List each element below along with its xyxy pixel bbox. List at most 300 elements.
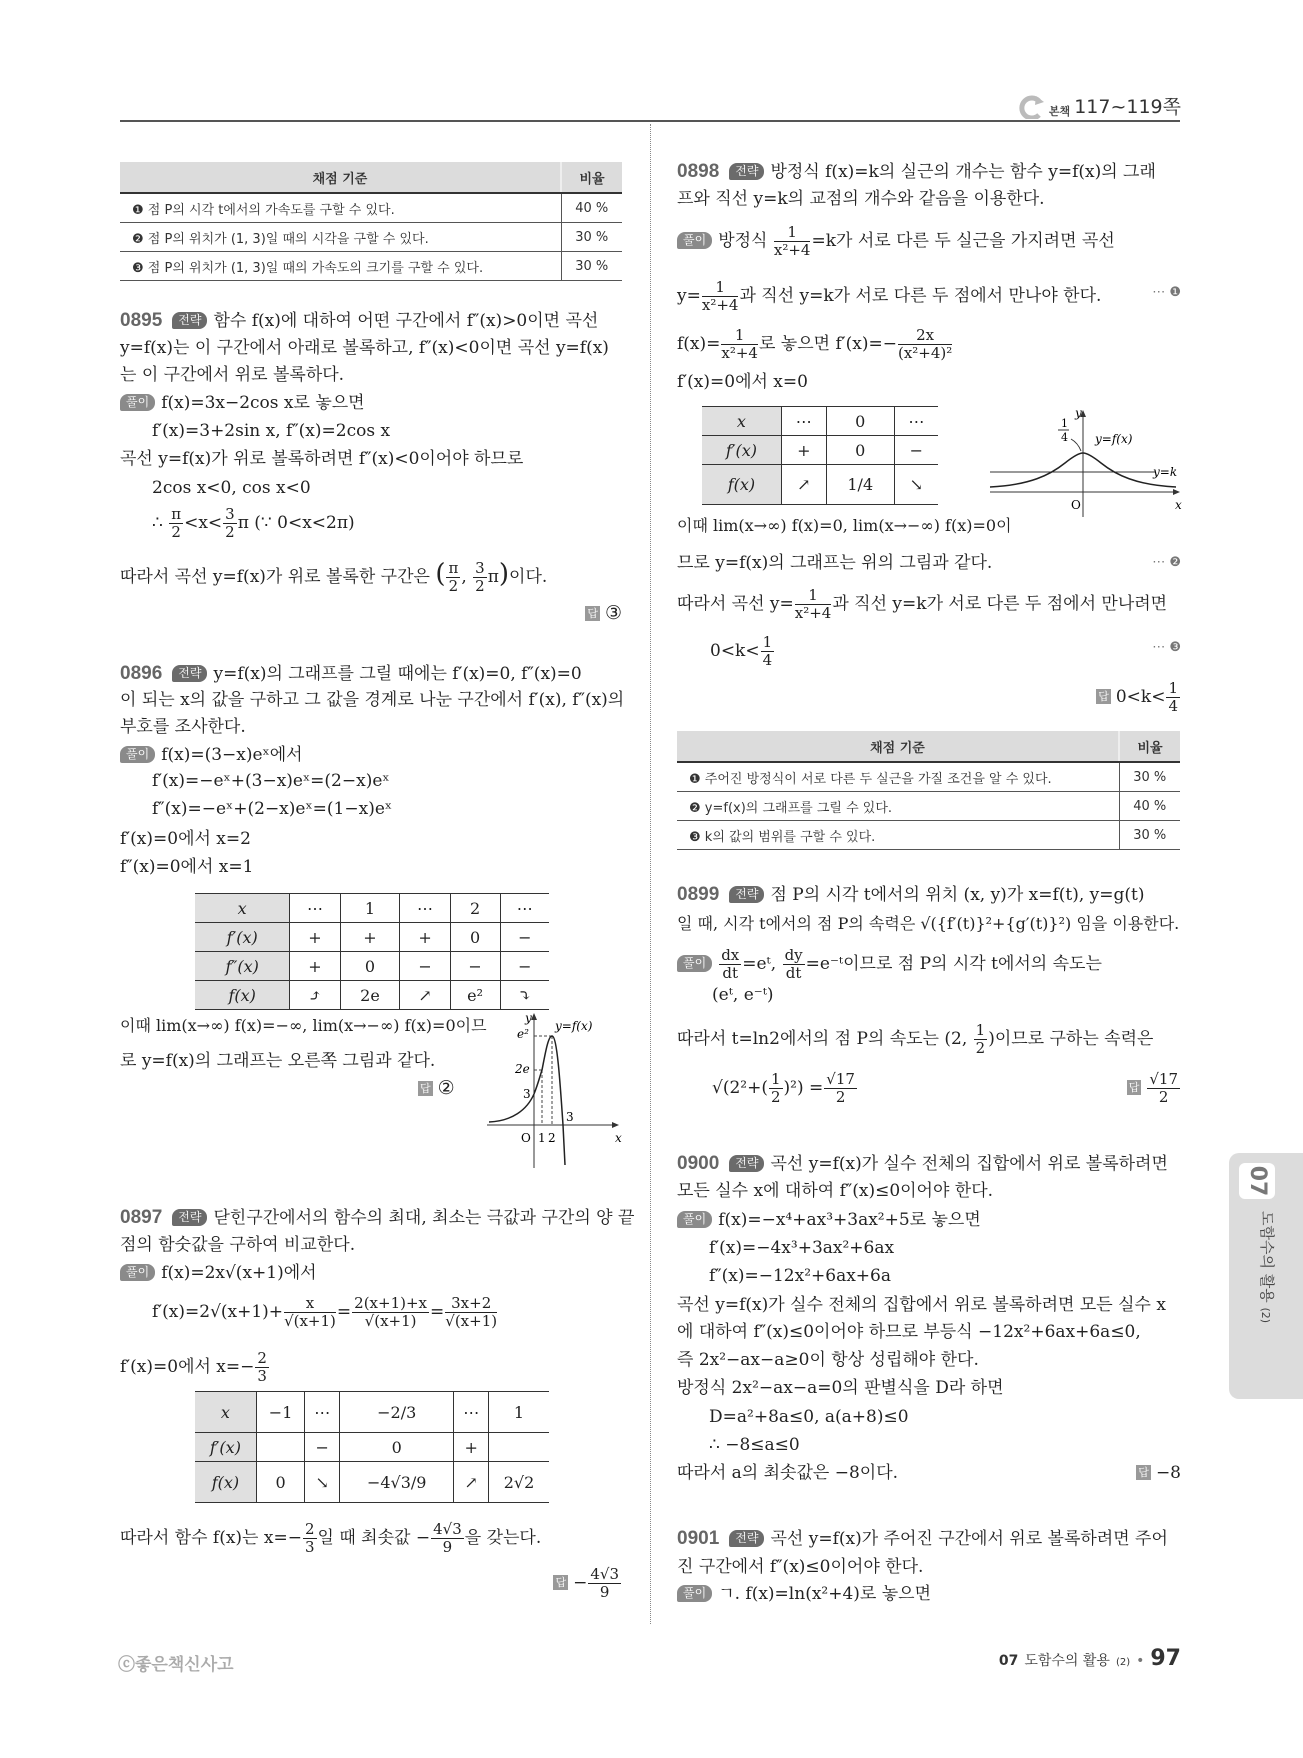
step-marker: ❸	[132, 260, 144, 276]
answer-badge: 답	[587, 607, 598, 620]
math-text: )이므로 구하는 속력은	[988, 1029, 1154, 1049]
math-text: f′(x)=2√(x+1)+	[152, 1302, 284, 1322]
table-cell: 2	[450, 894, 500, 923]
denominator: x²+4	[794, 604, 832, 622]
solution-line	[710, 634, 775, 669]
table-cell: ⋯	[894, 407, 938, 436]
math-text: 따라서 함수 f(x)는 x=−	[120, 1528, 302, 1548]
solution-line	[677, 947, 1102, 982]
numerator: x	[284, 1295, 336, 1313]
table-cell: −1	[256, 1392, 305, 1433]
strategy-text: 일 때, 시각 t에서의 점 P의 속력은 √({f′(t)}²+{g′(t)}²) 임을 이용한다.	[677, 914, 1180, 933]
curve-label: y=f(x)	[555, 1019, 593, 1033]
origin-label: O	[521, 1131, 531, 1145]
answer	[585, 599, 622, 628]
page-header	[1019, 92, 1181, 119]
numerator: 3x+2	[445, 1295, 497, 1313]
column-divider	[650, 124, 651, 1624]
strategy-badge: 전략	[729, 1155, 764, 1172]
denominator: 2	[448, 577, 459, 595]
numerator: 2	[257, 1349, 267, 1367]
denominator: 2	[225, 523, 235, 541]
increase-decrease-table	[195, 1391, 549, 1503]
strategy-text: 부호를 조사한다.	[120, 717, 246, 737]
table-cell: 0	[450, 923, 500, 952]
table-cell: 2e	[340, 981, 400, 1010]
fraction	[719, 947, 741, 982]
arrow-back-icon	[1019, 95, 1045, 119]
fraction	[761, 634, 775, 669]
numerator: 1	[702, 279, 739, 297]
solution-line: 곡선 y=f(x)가 실수 전체의 집합에서 위로 볼록하려면 모든 실수 x	[677, 1295, 1166, 1315]
problem-0899-strategy	[677, 881, 1145, 909]
table-cell: +	[290, 923, 340, 952]
y-tick-label: 3	[523, 1087, 531, 1101]
math-text: 0<k<	[710, 641, 760, 661]
table-row	[677, 821, 1180, 850]
solution-line: D=a²+8a≤0, a(a+8)≤0	[709, 1407, 909, 1427]
solution-badge: 풀이	[677, 1585, 712, 1602]
line-label: y=k	[1153, 465, 1178, 479]
numerator: 2	[304, 1520, 315, 1538]
solution-line: 곡선 y=f(x)가 위로 볼록하려면 f″(x)<0이어야 하므로	[120, 449, 524, 469]
table-cell: x	[702, 407, 781, 436]
solution-badge: 풀이	[120, 746, 155, 763]
table-cell: f(x)	[702, 465, 781, 505]
criteria-text: 주어진 방정식이 서로 다른 두 실근을 가질 조건을 알 수 있다.	[704, 771, 1052, 787]
step-marker-3: ⋯ ❸	[1152, 640, 1181, 655]
table-cell: +	[400, 923, 450, 952]
numerator: dy	[784, 946, 803, 964]
numerator: π	[171, 505, 182, 523]
table-cell: 0	[826, 407, 894, 436]
pointer-arrow-icon	[1071, 439, 1081, 451]
numerator: 1	[770, 1070, 781, 1088]
table-cell: f′(x)	[195, 1433, 256, 1462]
solution-line	[152, 1295, 498, 1330]
table-cell: 1/4	[826, 465, 894, 505]
table-cell: 0	[340, 952, 400, 981]
reference-label: 본책	[1048, 105, 1071, 118]
fraction	[702, 279, 739, 314]
peak-numerator: 1	[1061, 417, 1068, 430]
table-cell: 0	[826, 436, 894, 465]
answer-value: ③	[604, 602, 622, 624]
solution-line: 이때 lim(x→∞) f(x)=0, lim(x→−∞) f(x)=0이	[677, 516, 1012, 535]
problem-number: 0897	[120, 1207, 163, 1228]
denominator: 4	[1168, 697, 1178, 715]
table-row	[677, 792, 1180, 821]
guide-lines	[534, 1036, 552, 1125]
answer	[1096, 680, 1181, 715]
numerator: 2(x+1)+x	[354, 1294, 428, 1312]
solution-badge: 풀이	[677, 955, 712, 972]
solution-line	[677, 279, 1101, 314]
curve-label: y=f(x)	[1095, 432, 1133, 446]
strategy-text: 곡선 y=f(x)가 실수 전체의 집합에서 위로 볼록하려면	[770, 1154, 1168, 1174]
table-cell	[489, 1433, 549, 1462]
table-cell: ↗	[400, 981, 450, 1010]
math-text: 따라서 곡선 y=	[677, 594, 794, 614]
strategy-text: 이 되는 x의 값을 구하고 그 값을 경계로 나눈 구간에서 f′(x), f″(x)의	[120, 690, 625, 710]
numerator: 3	[225, 505, 235, 523]
math-text: )²) =	[783, 1078, 824, 1098]
solution-line: f′(x)=3+2sin x, f″(x)=2cos x	[152, 421, 391, 441]
ratio-value: 30 %	[561, 223, 622, 252]
table-cell: −	[894, 436, 938, 465]
chapter-title	[1257, 1211, 1278, 1323]
strategy-text: 점의 함숫값을 구하여 비교한다.	[120, 1235, 356, 1255]
y-axis-label: y	[525, 1011, 532, 1025]
denominator: √(x+1)	[364, 1312, 417, 1330]
answer	[553, 1566, 622, 1601]
ratio-header: 비율	[1119, 731, 1180, 762]
strategy-badge: 전략	[172, 312, 207, 329]
strategy-text: y=f(x)는 이 구간에서 아래로 볼록하고, f″(x)<0이면 곡선 y=f(x)	[120, 338, 609, 358]
denominator: 2	[171, 523, 181, 541]
solution-badge: 풀이	[120, 1264, 155, 1281]
numerator: 1	[774, 224, 811, 242]
solution-line	[120, 1521, 541, 1556]
denominator: 3	[304, 1538, 315, 1556]
problem-number: 0898	[677, 161, 720, 182]
fraction	[588, 1566, 621, 1601]
solution-line	[120, 1259, 317, 1287]
numerator: 1	[975, 1021, 986, 1039]
step-marker-1: ⋯ ❶	[1152, 285, 1181, 300]
fraction	[774, 224, 811, 259]
math-text: 로 놓으면 f′(x)=−	[758, 334, 897, 354]
table-cell: −4√3/9	[340, 1462, 454, 1503]
strategy-text: 곡선 y=f(x)가 주어진 구간에서 위로 볼록하려면 주어	[770, 1529, 1168, 1549]
answer	[1136, 1459, 1181, 1487]
math-text: <x<	[184, 513, 223, 533]
problem-number: 0896	[120, 663, 163, 684]
table-cell: ↗	[781, 465, 826, 505]
math-text: f(x)=	[677, 334, 721, 354]
problem-number: 0901	[677, 1528, 720, 1549]
fraction	[721, 327, 758, 362]
x-tick-label: 2	[548, 1131, 556, 1145]
table-row	[120, 252, 622, 281]
chapter-side-tab[interactable]	[1229, 1153, 1303, 1399]
math-text: 방정식	[718, 231, 768, 251]
table-cell: 0	[340, 1433, 454, 1462]
math-text: 과 직선 y=k가 서로 다른 두 점에서 만나야 한다.	[739, 286, 1102, 306]
denominator: 2	[475, 577, 485, 595]
peak-denominator: 4	[1061, 431, 1068, 444]
strategy-text: 프와 직선 y=k의 교점의 개수와 같음을 이용한다.	[677, 189, 1045, 209]
denominator: 2	[835, 1088, 846, 1106]
math-text: √(2²+(	[712, 1078, 768, 1098]
math-text: =	[336, 1302, 352, 1322]
math-text: π (∵ 0<x<2π)	[237, 513, 355, 533]
numerator: 4√3	[433, 1520, 462, 1538]
strategy-text: y=f(x)의 그래프를 그릴 때에는 f′(x)=0, f″(x)=0	[213, 664, 582, 684]
denominator: 4	[762, 651, 773, 669]
problem-0897-strategy	[120, 1204, 634, 1232]
problem-0895-strategy	[120, 307, 598, 335]
footer-title: 도함수의 활용	[1024, 1653, 1110, 1669]
answer-value: −8	[1155, 1463, 1181, 1483]
table-cell: −	[305, 1433, 340, 1462]
fraction	[974, 1022, 988, 1057]
solution-line	[677, 327, 953, 362]
solution-line	[152, 506, 355, 541]
denominator: 2	[770, 1088, 781, 1106]
scoring-table-2	[677, 731, 1180, 850]
strategy-text: 방정식 f(x)=k의 실근의 개수는 함수 y=f(x)의 그래	[770, 162, 1156, 182]
scoring-table-1	[120, 162, 622, 281]
fraction	[795, 587, 832, 622]
strategy-text: 함수 f(x)에 대하여 어떤 구간에서 f″(x)>0이면 곡선	[213, 311, 599, 331]
solution-badge: 풀이	[120, 394, 155, 411]
denominator: 2	[975, 1039, 986, 1057]
table-cell: ↘	[894, 465, 938, 505]
denominator: √(x+1)	[284, 1312, 336, 1330]
numerator: dx	[721, 946, 740, 964]
denominator: 3	[257, 1367, 267, 1385]
y-axis-label: y	[1075, 406, 1082, 420]
table-cell: +	[290, 952, 340, 981]
step-marker: ❶	[689, 771, 701, 787]
problem-0901-strategy	[677, 1525, 1168, 1553]
table-cell: f′(x)	[195, 923, 290, 952]
fraction	[445, 1295, 497, 1330]
ratio-value: 30 %	[1119, 762, 1180, 792]
solution-line: f′(x)=0에서 x=2	[120, 829, 251, 849]
solution-line: 따라서 a의 최솟값은 −8이다.	[677, 1463, 899, 1483]
answer	[1127, 1071, 1181, 1106]
solution-line: ∴ −8≤a≤0	[709, 1435, 800, 1455]
denominator: dt	[722, 964, 739, 982]
denominator: x²+4	[701, 296, 739, 314]
answer-badge: 답	[420, 1082, 431, 1095]
fraction	[824, 1071, 857, 1106]
criteria-text: 점 P의 시각 t에서의 가속도를 구할 수 있다.	[147, 202, 395, 218]
strategy-text: 닫힌구간에서의 함수의 최대, 최소는 극값과 구간의 양 끝	[213, 1208, 635, 1228]
math-text: =k가 서로 다른 두 실근을 가지려면 곡선	[811, 231, 1115, 251]
solution-line: 즉 2x²−ax−a≥0이 항상 성립해야 한다.	[677, 1350, 979, 1370]
numerator: √17	[1149, 1070, 1178, 1088]
fraction	[431, 1521, 464, 1556]
criteria-text: y=f(x)의 그래프를 그릴 수 있다.	[704, 800, 893, 816]
strategy-text: 점 P의 시각 t에서의 위치 (x, y)가 x=f(t), y=g(t)	[770, 885, 1145, 905]
ratio-value: 30 %	[561, 252, 622, 281]
problem-0896-strategy	[120, 660, 582, 688]
table-cell	[256, 1433, 305, 1462]
x-axis-label: x	[1175, 498, 1182, 512]
footer-chapter: 07	[998, 1653, 1019, 1669]
problem-0898-strategy	[677, 158, 1156, 186]
math-text: 일 때 최솟값 −	[317, 1528, 431, 1548]
answer-badge: 답	[555, 1576, 567, 1589]
y-axis-arrow-icon	[531, 1013, 537, 1020]
solution-line	[677, 1580, 931, 1608]
math-text: f(x)=3x−2cos x로 놓으면	[161, 393, 365, 413]
solution-line: f′(x)=0에서 x=0	[677, 372, 808, 392]
strategy-text: 모든 실수 x에 대하여 f″(x)≤0이어야 한다.	[677, 1181, 994, 1201]
fraction	[1147, 1071, 1180, 1106]
problem-number: 0895	[120, 310, 163, 331]
math-text: 과 직선 y=k가 서로 다른 두 점에서 만나려면	[832, 594, 1168, 614]
solution-line	[677, 1022, 1153, 1057]
math-text: =	[430, 1302, 445, 1322]
x-axis-arrow-icon	[612, 1122, 619, 1128]
fraction	[898, 327, 952, 362]
math-text: f(x)=−x⁴+ax³+3ax²+5로 놓으면	[718, 1210, 981, 1230]
denominator: x²+4	[773, 241, 811, 259]
table-cell: ↘	[305, 1462, 340, 1503]
table-cell: 2√2	[489, 1462, 549, 1503]
solution-line: f′(x)=−4x³+3ax²+6ax	[709, 1238, 895, 1258]
answer-badge: 답	[1128, 1081, 1140, 1094]
table-cell: ↗	[454, 1462, 489, 1503]
step-marker: ❸	[689, 829, 701, 845]
table-cell: +	[340, 923, 400, 952]
table-cell: ⋯	[305, 1392, 340, 1433]
answer-value: −	[573, 1573, 588, 1593]
solution-line: 2cos x<0, cos x<0	[152, 478, 311, 498]
therefore-symbol: ∴	[152, 513, 163, 533]
fraction	[783, 947, 805, 982]
problem-number: 0899	[677, 884, 720, 905]
origin-label: O	[1071, 498, 1081, 512]
solution-line: 이때 lim(x→∞) f(x)=−∞, lim(x→−∞) f(x)=0이므	[120, 1016, 487, 1035]
solution-line	[677, 1206, 981, 1234]
math-text: =eᵗ,	[742, 954, 777, 974]
solution-line	[120, 741, 303, 769]
solution-line	[677, 224, 1115, 259]
answer-value: ②	[437, 1077, 455, 1099]
numerator: 2x	[898, 327, 952, 345]
table-cell: f″(x)	[195, 952, 290, 981]
numerator: 1	[795, 587, 832, 605]
table-cell: −	[500, 952, 549, 981]
page-number: 97	[1150, 1646, 1181, 1671]
fraction	[769, 1071, 783, 1106]
chapter-number: 07	[1239, 1163, 1275, 1199]
x-tick-label: 3	[566, 1110, 574, 1124]
math-text: =e⁻ᵗ이므로 점 P의 시각 t에서의 속도는	[805, 954, 1102, 974]
solution-badge: 풀이	[677, 232, 712, 249]
fraction	[1166, 680, 1180, 715]
math-text: y=	[677, 286, 701, 306]
page-footer	[999, 1646, 1181, 1671]
step-marker: ❷	[689, 800, 701, 816]
ratio-value: 40 %	[1119, 792, 1180, 821]
increase-decrease-table	[195, 893, 549, 1010]
solution-line: f″(x)=−eˣ+(2−x)eˣ=(1−x)eˣ	[152, 799, 393, 819]
footer-bullet: •	[1136, 1653, 1145, 1669]
table-row	[677, 762, 1180, 792]
chapter-subtitle: (2)	[1259, 1307, 1272, 1324]
ratio-header: 비율	[561, 162, 622, 193]
step-marker: ❷	[132, 231, 144, 247]
table-row	[120, 193, 622, 223]
table-cell: f(x)	[195, 981, 290, 1010]
graph-0898	[985, 405, 1185, 520]
fraction	[446, 560, 460, 595]
solution-line	[712, 1071, 858, 1106]
denominator: dt	[785, 964, 802, 982]
denominator: x²+4	[721, 344, 758, 362]
table-cell: f(x)	[195, 1462, 256, 1503]
y-tick-label: 2e	[515, 1062, 530, 1076]
header-rule	[120, 120, 1180, 122]
math-text: f′(x)=0에서 x=−	[120, 1357, 255, 1377]
solution-badge: 풀이	[677, 1211, 712, 1228]
math-text: 따라서 곡선 y=f(x)가 위로 볼록한 구간은	[120, 567, 430, 587]
solution-line: 므로 y=f(x)의 그래프는 위의 그림과 같다.	[677, 553, 993, 573]
x-tick-label: 1	[538, 1131, 546, 1145]
criteria-header: 채점 기준	[677, 731, 1119, 762]
table-cell: −	[400, 952, 450, 981]
x-axis-arrow-icon	[1173, 489, 1180, 495]
strategy-badge: 전략	[729, 1530, 764, 1547]
criteria-text: 점 P의 위치가 (1, 3)일 때의 시각을 구할 수 있다.	[147, 231, 429, 247]
chapter-title-text: 도함수의 활용	[1258, 1211, 1276, 1303]
numerator: 1	[721, 327, 758, 345]
numerator: π	[448, 559, 459, 577]
numerator: 1	[1168, 679, 1178, 697]
table-cell: f′(x)	[702, 436, 781, 465]
fraction	[284, 1295, 336, 1330]
graph-0896	[487, 1010, 627, 1170]
solution-line: f″(x)=0에서 x=1	[120, 857, 254, 877]
table-cell: 1	[489, 1392, 549, 1433]
math-text: 따라서 t=ln2에서의 점 P의 속도는 (2,	[677, 1029, 968, 1049]
criteria-text: 점 P의 위치가 (1, 3)일 때의 가속도의 크기를 구할 수 있다.	[147, 260, 484, 276]
footer-subtitle: (2)	[1115, 1657, 1131, 1668]
solution-line	[120, 389, 365, 417]
solution-line	[677, 587, 1167, 622]
ratio-value: 40 %	[561, 193, 622, 223]
strategy-badge: 전략	[729, 163, 764, 180]
table-cell: +	[454, 1433, 489, 1462]
fraction	[473, 560, 487, 595]
answer-badge: 답	[1098, 690, 1109, 703]
math-text: f(x)=2x√(x+1)에서	[161, 1263, 317, 1283]
table-cell: ⋯	[454, 1392, 489, 1433]
solution-line: f″(x)=−12x²+6ax+6a	[709, 1266, 891, 1286]
strategy-badge: 전략	[172, 665, 207, 682]
problem-number: 0900	[677, 1153, 720, 1174]
numerator: 4√3	[590, 1565, 619, 1583]
table-cell: 1	[340, 894, 400, 923]
table-cell: e²	[450, 981, 500, 1010]
solution-line: 따라서 곡선 y=f(x)가 위로 볼록한 구간은 ( $\frac{\pi}{2}$ , $\frac{3}{2}$ π)이다.	[120, 559, 548, 595]
solution-line: 방정식 2x²−ax−a=0의 판별식을 D라 하면	[677, 1378, 1004, 1398]
reference-pages: 117~119쪽	[1074, 96, 1181, 118]
answer-badge: 답	[1138, 1466, 1149, 1479]
table-cell: −	[500, 923, 549, 952]
criteria-text: k의 값의 범위를 구할 수 있다.	[704, 829, 876, 845]
answer	[418, 1074, 455, 1103]
table-cell: 0	[256, 1462, 305, 1503]
numerator: 1	[762, 633, 773, 651]
table-cell: ⋯	[290, 894, 340, 923]
numerator: 3	[475, 559, 485, 577]
math-text: f(x)=(3−x)eˣ에서	[161, 745, 303, 765]
y-tick-label: e²	[517, 1027, 529, 1041]
math-text: ㄱ. f(x)=ln(x²+4)로 놓으면	[718, 1584, 932, 1604]
problem-0900-strategy	[677, 1150, 1168, 1178]
table-cell: −	[450, 952, 500, 981]
denominator: √(x+1)	[445, 1312, 498, 1330]
solution-line: (eᵗ, e⁻ᵗ)	[712, 985, 774, 1005]
solution-line: 에 대하여 f″(x)≤0이어야 하므로 부등식 −12x²+6ax+6a≤0,	[677, 1322, 1141, 1342]
